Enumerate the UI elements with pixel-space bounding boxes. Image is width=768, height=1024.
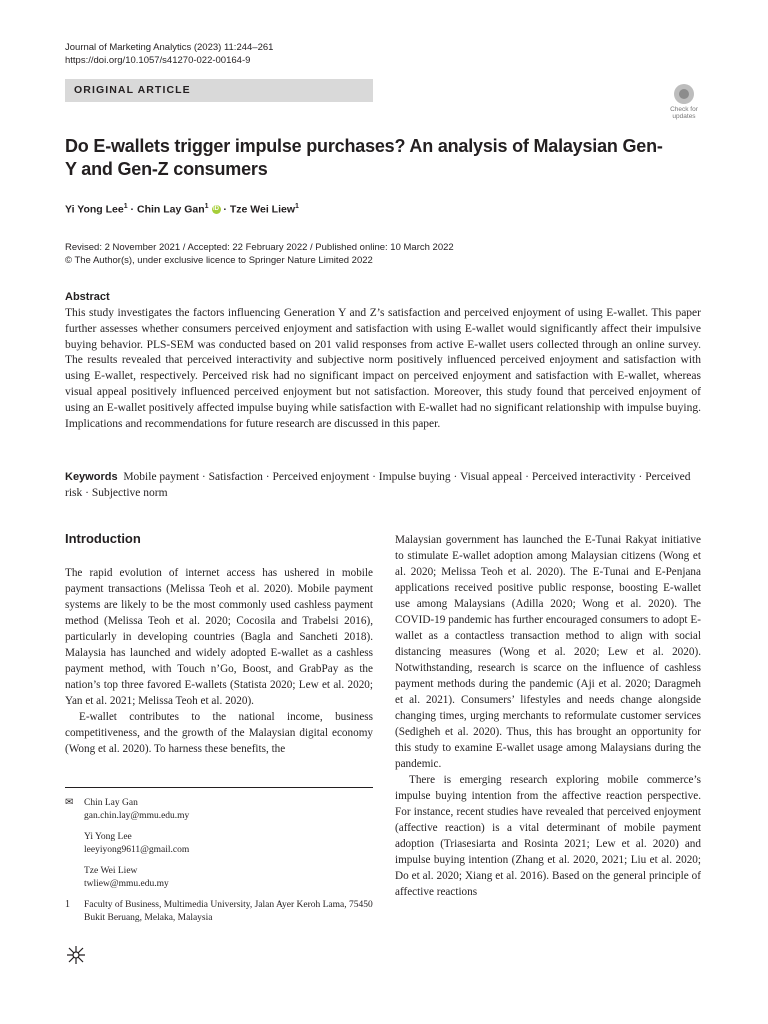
author-name: Yi Yong Lee — [65, 203, 124, 216]
author-name: Tze Wei Liew — [229, 203, 295, 216]
check-updates-line1: Check for — [670, 106, 698, 113]
dates-line: Revised: 2 November 2021 / Accepted: 22 February 2022 / Published online: 10 March 2022 — [65, 242, 454, 253]
author-affil: 1 — [295, 203, 299, 210]
contact-email[interactable]: gan.chin.lay@mmu.edu.my — [84, 810, 190, 821]
abstract-heading: Abstract — [65, 291, 110, 303]
check-for-updates-badge[interactable] — [665, 84, 703, 124]
left-column — [65, 565, 373, 757]
contact-name: Yi Yong Lee — [84, 832, 132, 842]
affiliation: Faculty of Business, Multimedia University, Jalan Ayer Keroh Lama, 75450 Bukit Beruang, Melaka, Malaysia — [84, 900, 373, 923]
contact-name: Tze Wei Liew — [84, 866, 138, 876]
correspondence-block — [65, 797, 373, 933]
journal-header — [65, 41, 273, 67]
copyright-line: © The Author(s), under exclusive licence to Springer Nature Limited 2022 — [65, 255, 373, 266]
author-list: Yi Yong Lee$^1$ · Chin Lay Gan$^1$ iD · Tze Wei Liew$^1$ — [65, 203, 299, 216]
paragraph: E-wallet contributes to the national income, business competitiveness, and the growth of the Malaysian digital economy (Wong et al. 2020). To harness these benefits, the — [65, 711, 373, 755]
article-type-label: ORIGINAL ARTICLE — [74, 84, 191, 96]
author-name: Chin Lay Gan — [136, 203, 205, 216]
footnote-divider — [65, 787, 373, 788]
abstract-text: This study investigates the factors influencing Generation Y and Z’s satisfaction and perceived enjoyment of using E-wallet. This paper further assesses whether consumers perceived enjoyment and satisfaction with using E-wallet would significantly affect their impulsive buying behavior. PLS-SEM was conducted based on 201 valid responses from active E-wallet users collected through an online survey. The results revealed that perceived interactivity and subjective norm positively influenced perceived enjoyment and satisfaction with using E-wallet, respectively. Perceived risk had no significant impact on perceived enjoyment and satisfaction with E-wallet, whereas visual appeal positively influenced perceived enjoyment but not satisfaction. Moreover, this study found that perceived enjoyment of using an E-wallet positively affected impulse buying while satisfaction with E-wallet had no significant relationship with impulse buying. Implications and recommendations for future research are discussed in this paper. — [65, 307, 701, 430]
keywords-list: Mobile payment · Satisfaction · Perceived enjoyment · Impulse buying · Visual appeal · Perceived interactivity · Perceived risk · Subjective norm — [65, 471, 691, 499]
contact-email[interactable]: twliew@mmu.edu.my — [84, 878, 169, 889]
contact-name: Chin Lay Gan — [84, 798, 138, 808]
journal-doi[interactable]: https://doi.org/10.1057/s41270-022-00164-9 — [65, 55, 251, 66]
paragraph: Malaysian government has launched the E-Tunai Rakyat initiative to stimulate E-wallet adoption among Malaysian citizens (Wong et al. 2020; Melissa Teoh et al. 2020). The E-Tunai and E-Penjana applications received positive public response, boosting E-wallet use among Malaysians (Adilla 2020; Wong et al. 2020). The COVID-19 pandemic has further encouraged consumers to adopt E-wallet as a contactless transaction method to align with social distancing measures (Wong et al. 2020; Lew et al. 2020). Notwithstanding, research is scarce on the influence of cashless payment methods during the pandemic (Aji et al. 2020; Daragmeh et al. 2021). Consumers’ lifestyles and needs change alongside changing times, urging merchants to reformulate customer services (Sedigheh et al. 2020). Thus, this has brought an opportunity for this study to examine E-wallet usage among Malaysians during the pandemic. — [395, 534, 701, 770]
check-updates-icon — [674, 84, 694, 104]
introduction-heading: Introduction — [65, 531, 141, 546]
journal-citation: Journal of Marketing Analytics (2023) 11:244–261 — [65, 42, 274, 53]
paragraph: There is emerging research exploring mobile commerce’s impulse buying intention from the affective reaction perspective. For instance, recent studies have revealed that perceived enjoyment (affective reaction) is a vital determinant of mobile payment adoption (Triasesiarta and Rosinta 2021; Lew et al. 2020) and impulse buying intention (Zhang et al. 2020, 2021; Liu et al. 2020; Do et al. 2020; Xiang et al. 2016). Based on the general principle of affective reactions — [395, 774, 701, 898]
author-affil: 1 — [123, 203, 128, 210]
right-column — [395, 532, 701, 900]
springer-horse-icon — [65, 945, 87, 971]
keywords-label: Keywords — [65, 471, 118, 483]
publication-dates — [65, 241, 454, 267]
paragraph: The rapid evolution of internet access has ushered in mobile payment transactions (Melissa Teoh et al. 2020). Mobile payment systems are likely to be the most commonly used cashless payment method (Melissa Teoh et al. 2020; Cocosila and Trabelsi 2016), particularly in developing countries (Bagla and Sancheti 2018). Malaysia has launched and widely adopted E-wallet as a cashless payment method, with Touch n’Go, Boost, and GrabPay as the nation’s top three favored E-wallets (Statista 2020; Lew et al. 2020; Yan et al. 2021; Melissa Teoh et al. 2020). — [65, 567, 373, 707]
author-affil: 1 — [204, 203, 209, 210]
keywords — [65, 469, 701, 501]
orcid-icon[interactable]: iD — [213, 206, 219, 213]
affiliation-number: 1 — [65, 899, 70, 910]
envelope-icon: ✉ — [65, 797, 74, 808]
article-type-banner — [65, 79, 373, 102]
check-updates-line2: updates — [672, 113, 696, 120]
article-title: Do E-wallets trigger impulse purchases? An analysis of Malaysian Gen-Y and Gen-Z consumers — [65, 136, 663, 179]
contact-email[interactable]: leeyiyong9611@gmail.com — [84, 844, 190, 855]
